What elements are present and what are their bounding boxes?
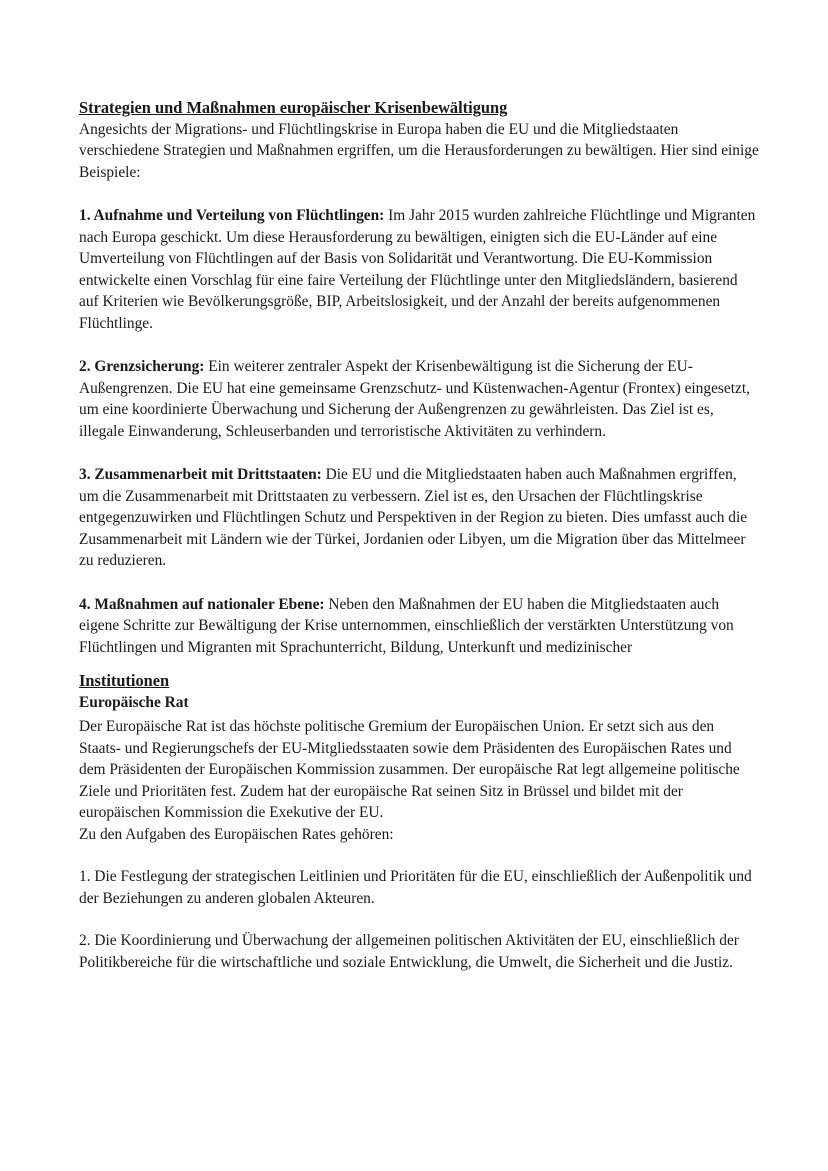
measure-paragraph-2 (79, 356, 759, 442)
subsection-body: Der Europäische Rat ist das höchste politische Gremium der Europäischen Union. Er setzt sich aus den Staats- und Regierungschefs der EU-Mitgliedsstaaten sowie dem Präsidenten des Europäischen Rates und dem Präsidenten der Europäischen Kommission zusammen. Der europäische Rat legt allgemeine politische Ziele und Prioritäten fest. Zudem hat der europäische Rat seinen Sitz in Brüssel und bildet mit der europäischen Kommission die Exekutive der EU. (79, 718, 740, 821)
measure-heading-4: 4. Maßnahmen auf nationaler Ebene: (79, 595, 325, 613)
document-title: Strategien und Maßnahmen europäischer Krisenbewältigung (79, 98, 508, 117)
subsection-title: Europäische Rat (79, 693, 189, 711)
measure-paragraph-4 (79, 594, 759, 659)
task-item-2: 2. Die Koordinierung und Überwachung der allgemeinen politischen Aktivitäten der EU, einschließlich der Politikbereiche für die wirtschaftliche und soziale Entwicklung, die Umwelt, die Sicherheit und die Justiz. (79, 932, 739, 971)
measure-text-2: Ein weiterer zentraler Aspekt der Krisenbewältigung ist die Sicherung der EU-Außengrenzen. Die EU hat eine gemeinsame Grenzschutz- und Küstenwachen-Agentur (Frontex) eingesetzt, um eine koordinierte Überwachung und Sicherung der Außengrenzen zu gewährleisten. Das Ziel ist es, illegale Einwanderung, Schleuserbanden und terroristische Aktivitäten zu verhindern. (79, 358, 750, 440)
measure-text-1: Im Jahr 2015 wurden zahlreiche Flüchtlinge und Migranten nach Europa geschickt. Um diese Herausforderung zu bewältigen, einigten sich die EU-Länder auf eine Umverteilung von Flüchtlingen auf der Basis von Solidarität und Verantwortung. Die EU-Kommission entwickelte einen Vorschlag für eine faire Verteilung der Flüchtlinge unter den Mitgliedsländern, basierend auf Kriterien wie Bevölkerungsgröße, BIP, Arbeitslosigkeit, und der Anzahl der bereits aufgenommenen Flüchtlinge. (79, 207, 756, 332)
measure-paragraph-1 (79, 205, 759, 334)
measure-paragraph-3 (79, 464, 759, 572)
tasks-intro: Zu den Aufgaben des Europäischen Rates gehören: (79, 825, 394, 843)
measure-heading-1: 1. Aufnahme und Verteilung von Flüchtlingen: (79, 207, 385, 224)
measure-text-4: Neben den Maßnahmen der EU haben die Mitgliedstaaten auch eigene Schritte zur Bewältigung der Krise unternommen, einschließlich der verstärkten Unterstützung von Flüchtlingen und Migranten mit Sprachunterricht, Bildung, Unterkunft und medizinischer (79, 595, 734, 656)
section-title: Institutionen (79, 671, 170, 690)
measure-heading-3: 3. Zusammenarbeit mit Drittstaaten: (79, 466, 322, 483)
task-item-1: 1. Die Festlegung der strategischen Leitlinien und Prioritäten für die EU, einschließlich der Außenpolitik und der Beziehungen zu anderen globalen Akteuren. (79, 868, 752, 907)
document-page (79, 97, 759, 994)
measure-text-3: Die EU und die Mitgliedstaaten haben auch Maßnahmen ergriffen, um die Zusammenarbeit mit Drittstaaten zu verbessern. Ziel ist es, den Ursachen der Flüchtlingskrise entgegenzuwirken und Flüchtlingen Schutz und Perspektiven in der Region zu bieten. Dies umfasst auch die Zusammenarbeit mit Ländern wie der Türkei, Jordanien oder Libyen, um die Migration über das Mittelmeer zu reduzieren. (79, 466, 748, 569)
intro-paragraph: Angesichts der Migrations- und Flüchtlingskrise in Europa haben die EU und die Mitgliedstaaten verschiedene Strategien und Maßnahmen ergriffen, um die Herausforderungen zu bewältigen. Hier sind einige Beispiele: (79, 120, 759, 181)
measure-heading-2: 2. Grenzsicherung: (79, 358, 205, 375)
